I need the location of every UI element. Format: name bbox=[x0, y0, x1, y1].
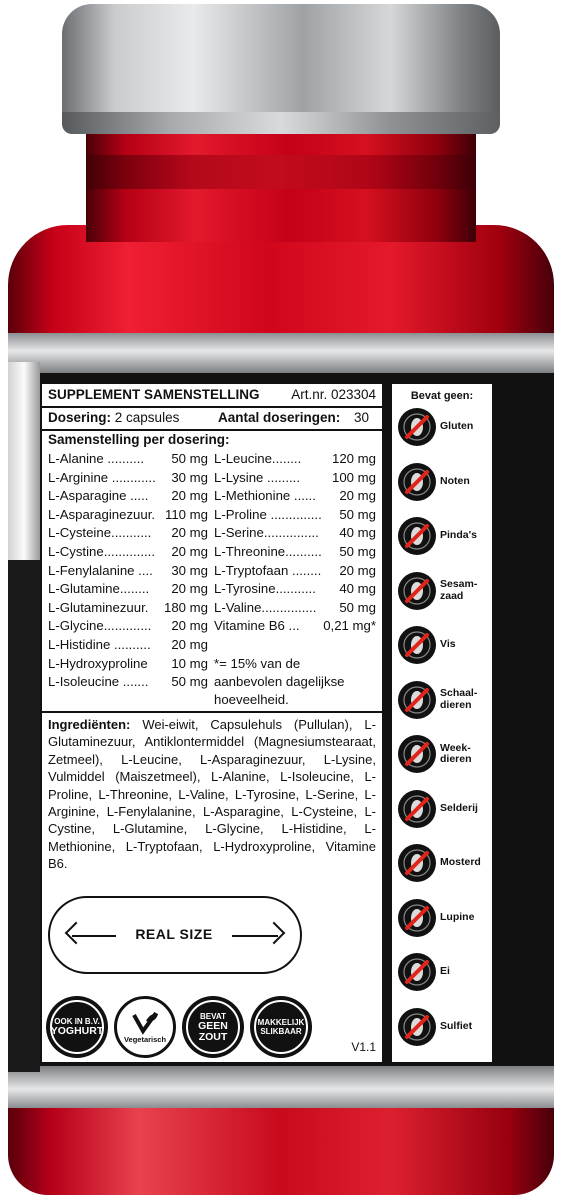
panel-header bbox=[48, 386, 376, 404]
real-size-label: REAL SIZE bbox=[116, 926, 232, 942]
amino-row bbox=[48, 636, 208, 655]
bottle-base bbox=[8, 1095, 554, 1195]
amino-name: L-Alanine .......... bbox=[48, 451, 145, 466]
label-left-edge-dark bbox=[8, 560, 40, 1072]
dosing-value: 2 capsules bbox=[114, 410, 180, 425]
amino-name: L-Tryptofaan ........ bbox=[214, 562, 322, 578]
arrow-right-icon bbox=[263, 922, 286, 945]
allergen-label: Gluten bbox=[440, 420, 474, 433]
badge-text: MAKKELIJK bbox=[257, 1018, 305, 1027]
bottle-cap-ridge bbox=[62, 112, 500, 134]
footnote-line: *= 15% van de bbox=[214, 656, 301, 671]
amino-amount: 180 mg bbox=[164, 599, 208, 615]
amino-amount: 20 mg bbox=[171, 637, 208, 652]
amino-row bbox=[214, 487, 376, 506]
panel-title: SUPPLEMENT SAMENSTELLING bbox=[48, 387, 260, 402]
sulphite-icon bbox=[398, 1008, 436, 1046]
badge-text: OOK IN B.V. bbox=[54, 1017, 100, 1026]
amino-row bbox=[214, 543, 376, 562]
celery-icon bbox=[398, 790, 436, 828]
amino-amount: 120 mg bbox=[332, 451, 376, 466]
amino-amount: 50 mg bbox=[339, 506, 376, 522]
amino-name: L-Methionine ...... bbox=[214, 488, 316, 504]
amino-amount: 50 mg bbox=[171, 674, 208, 690]
mustard-icon bbox=[398, 844, 436, 882]
amino-amount: 30 mg bbox=[171, 562, 208, 578]
amino-row bbox=[48, 524, 208, 543]
allergen-label: Mosterd bbox=[440, 856, 481, 869]
ingredients-label: Ingrediënten: bbox=[48, 717, 131, 732]
amino-row bbox=[48, 617, 208, 636]
ingredients-text: Wei-eiwit, Capsulehuls (Pullulan), L-Glutaminezuur, Antiklontermiddel (Magnesiumstearaat, Zetmeel), L-Leucine, L-Asparaginezuur, L-Lysine, Vulmiddel (Maiszetmeel), L-Alanine, L-Isoleucine, L-Proline, L-Threonine, L-Valine, L-Tyrosine, L-Serine, L-Arginine, L-Fenylalanine, L-Asparagine, L-Cysteine, L-Cystine, L-Glutamine, L-Glycine, L-Histidine, L-Methionine, L-Tryptofaan, L-Hydroxyproline, Vitamine B6. bbox=[48, 717, 376, 872]
shellfish-icon bbox=[398, 681, 436, 719]
amino-name: L-Glutaminezuur. bbox=[48, 599, 149, 615]
divider bbox=[42, 711, 382, 713]
amino-name: L-Histidine .......... bbox=[48, 637, 151, 652]
amino-row bbox=[48, 469, 208, 488]
allergen-item bbox=[398, 899, 490, 939]
amino-amount: 20 mg bbox=[171, 618, 208, 634]
badge-text: YOGHURT bbox=[50, 1025, 104, 1037]
amino-name: L-Asparagine ..... bbox=[48, 488, 149, 504]
amino-row bbox=[214, 580, 376, 599]
vegetarian-leaf-badge bbox=[114, 996, 176, 1058]
amino-row bbox=[48, 673, 208, 692]
amino-row bbox=[48, 562, 208, 581]
divider bbox=[42, 406, 382, 408]
label-silver-band-top bbox=[8, 333, 554, 373]
badge-text: GEEN bbox=[198, 1019, 228, 1032]
amino-row bbox=[48, 599, 208, 618]
amino-name: L-Serine............... bbox=[214, 525, 319, 541]
amino-name: L-Proline .............. bbox=[214, 506, 322, 522]
amino-row bbox=[214, 506, 376, 525]
arrow-left-icon bbox=[65, 922, 88, 945]
amino-row bbox=[48, 580, 208, 599]
allergen-item bbox=[398, 408, 490, 448]
amino-amount: 40 mg bbox=[339, 525, 376, 541]
supplement-facts-panel bbox=[40, 382, 384, 1064]
allergen-label: Selderij bbox=[440, 801, 478, 814]
amino-row bbox=[214, 524, 376, 543]
allergen-label: Week- dieren bbox=[440, 741, 472, 765]
badge-text: SLIKBAAR bbox=[260, 1027, 302, 1036]
easy-swallow-badge bbox=[250, 996, 312, 1058]
doses-label: Aantal doseringen: bbox=[218, 410, 341, 425]
bottle-neck-ring bbox=[86, 155, 476, 189]
amino-name: L-Tyrosine........... bbox=[214, 581, 316, 597]
amino-amount: 50 mg bbox=[339, 544, 376, 559]
footnote-line: aanbevolen dagelijkse bbox=[214, 674, 345, 689]
mollusc-icon bbox=[398, 735, 436, 773]
real-size-indicator bbox=[48, 896, 302, 974]
allergen-label: Sulfiet bbox=[440, 1019, 473, 1032]
wheat-icon bbox=[398, 408, 436, 446]
amino-amount: 40 mg bbox=[339, 581, 376, 597]
allergen-item bbox=[398, 735, 490, 775]
amino-name: L-Lysine ......... bbox=[214, 469, 300, 485]
peanut-icon bbox=[398, 517, 436, 555]
allergen-label: Ei bbox=[440, 965, 450, 978]
allergen-item bbox=[398, 681, 490, 721]
amino-amount: 0,21 mg* bbox=[323, 618, 376, 634]
allergen-title: Bevat geen: bbox=[410, 390, 474, 402]
dosing-row bbox=[48, 409, 376, 427]
amino-name: L-Glycine............. bbox=[48, 618, 152, 634]
allergen-item bbox=[398, 572, 490, 612]
allergen-label: Vis bbox=[440, 638, 456, 651]
amino-amount: 20 mg bbox=[171, 525, 208, 541]
amino-amount: 50 mg bbox=[171, 451, 208, 466]
amino-amount: 20 mg bbox=[339, 488, 376, 504]
article-number: Art.nr. 023304 bbox=[291, 387, 376, 402]
badge-text: BEVAT bbox=[200, 1011, 226, 1021]
amino-amount: 20 mg bbox=[171, 581, 208, 597]
amino-row bbox=[214, 469, 376, 488]
amino-amount: 110 mg bbox=[164, 506, 208, 522]
allergen-label: Lupine bbox=[440, 910, 475, 923]
amino-amount: 10 mg bbox=[171, 655, 208, 671]
amino-name: L-Fenylalanine .... bbox=[48, 562, 153, 578]
sesame-icon bbox=[398, 572, 436, 610]
amino-amount: 30 mg bbox=[171, 469, 208, 485]
allergen-label: Sesam- zaad bbox=[440, 578, 478, 602]
allergen-item bbox=[398, 1008, 490, 1048]
allergen-item bbox=[398, 626, 490, 666]
amino-name: L-Valine............... bbox=[214, 599, 317, 615]
per-dose-title: Samenstelling per dosering: bbox=[48, 432, 230, 447]
allergen-item bbox=[398, 844, 490, 884]
allergen-label: Noten bbox=[440, 474, 470, 487]
fish-icon bbox=[398, 626, 436, 664]
allergen-label: Pinda's bbox=[440, 529, 477, 542]
allergen-item bbox=[398, 517, 490, 557]
amino-amount: 20 mg bbox=[339, 562, 376, 578]
allergen-item bbox=[398, 953, 490, 993]
amino-name: L-Cystine.............. bbox=[48, 544, 155, 559]
nuts-icon bbox=[398, 463, 436, 501]
footnote-line: hoeveelheid. bbox=[214, 692, 289, 707]
amino-name: L-Arginine ............ bbox=[48, 469, 156, 485]
amino-amount: 100 mg bbox=[332, 469, 376, 485]
version-label: V1.1 bbox=[351, 1040, 376, 1054]
badge-text: Vegetarisch bbox=[123, 1034, 167, 1044]
amino-name: L-Leucine........ bbox=[214, 451, 302, 466]
amino-name: L-Asparaginezuur. bbox=[48, 506, 156, 522]
amino-name: L-Cysteine........... bbox=[48, 525, 152, 541]
allergen-label: Schaal- dieren bbox=[440, 687, 478, 711]
amino-row bbox=[214, 599, 376, 618]
amino-name: L-Hydroxyproline bbox=[48, 655, 148, 671]
lupine-icon bbox=[398, 899, 436, 937]
amino-name: Vitamine B6 ... bbox=[214, 618, 300, 634]
amino-row bbox=[48, 506, 208, 525]
amino-name: L-Glutamine........ bbox=[48, 581, 150, 597]
doses-value: 30 bbox=[354, 410, 370, 425]
amino-row bbox=[48, 450, 208, 469]
egg-icon bbox=[398, 953, 436, 991]
amino-row bbox=[48, 543, 208, 562]
allergen-item bbox=[398, 463, 490, 503]
amino-name: L-Isoleucine ....... bbox=[48, 674, 149, 690]
leaf-icon bbox=[130, 1011, 160, 1035]
label-silver-band-bottom bbox=[8, 1066, 554, 1108]
amino-amount: 20 mg bbox=[171, 488, 208, 504]
amino-row bbox=[214, 562, 376, 581]
amino-row bbox=[214, 450, 376, 469]
no-salt-badge bbox=[182, 996, 244, 1058]
amino-name: L-Threonine.......... bbox=[214, 544, 322, 559]
amino-row bbox=[214, 617, 376, 636]
allergen-panel bbox=[390, 382, 494, 1064]
amino-amount: 20 mg bbox=[171, 544, 208, 559]
allergen-item bbox=[398, 790, 490, 830]
badge-text: ZOUT bbox=[198, 1030, 228, 1043]
yoghurt-badge bbox=[46, 996, 108, 1058]
amino-amount: 50 mg bbox=[339, 599, 376, 615]
dosing-label: Dosering: bbox=[48, 410, 112, 425]
amino-row bbox=[48, 655, 208, 674]
amino-row bbox=[48, 487, 208, 506]
ingredients-block bbox=[48, 716, 376, 873]
